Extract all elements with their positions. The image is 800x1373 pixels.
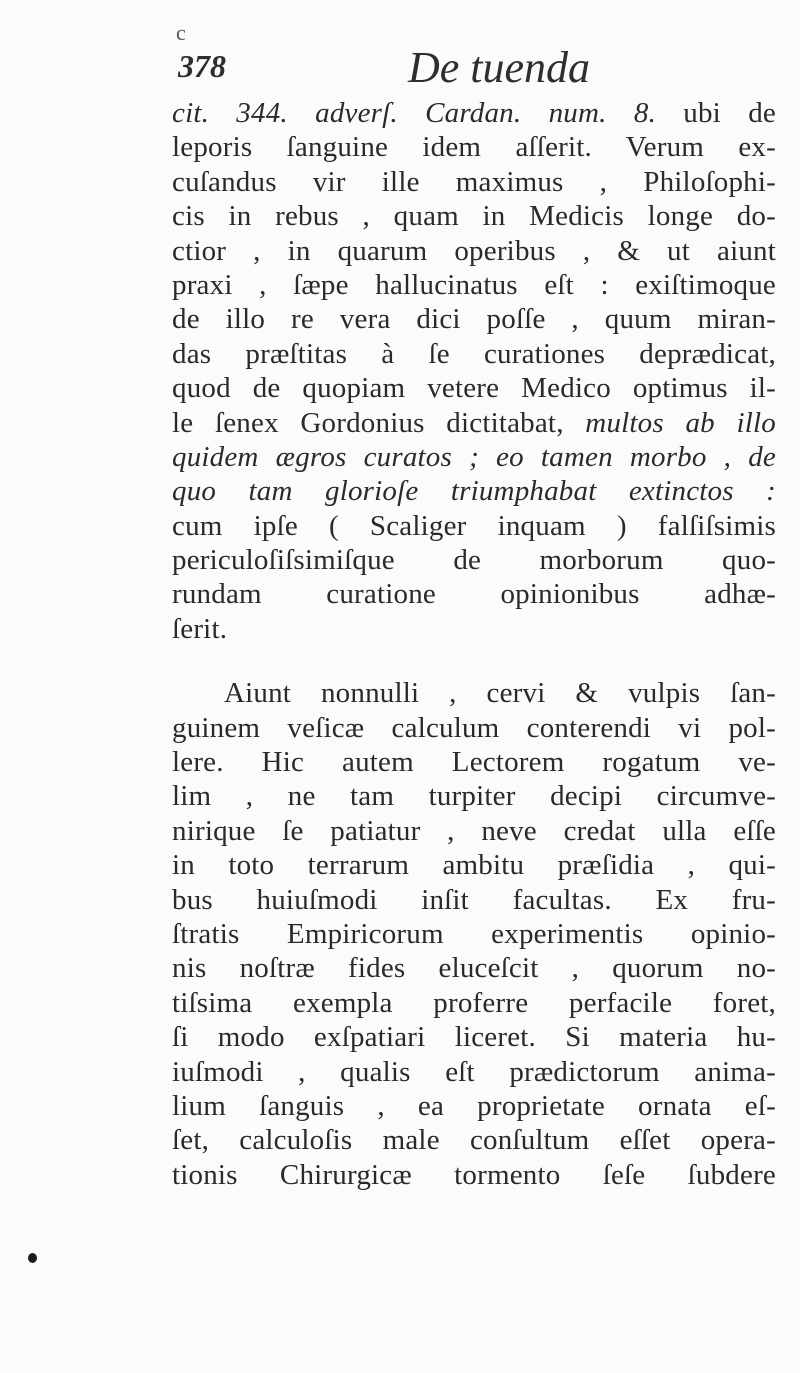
text-line: ſet, calculoſis male conſultum eſſet opera- [172, 1124, 776, 1157]
body-text [172, 96, 776, 1192]
text-line: lere. Hic autem Lectorem rogatum ve- [172, 746, 776, 779]
text-line: quo tam glorioſe triumphabat extinctos : [172, 475, 776, 508]
text-line: guinem veſicæ calculum conterendi vi pol- [172, 711, 776, 744]
text-line: cum ipſe ( Scaliger inquam ) falſiſsimis [172, 509, 776, 542]
ink-speck [28, 1253, 37, 1263]
text-line: cit. 344. adverſ. Cardan. num. 8. ubi de [172, 97, 776, 129]
text-line: nirique ſe patiatur , neve credat ulla eſſe [172, 814, 776, 847]
text-line: quidem ægros curatos ; eo tamen morbo , de [172, 440, 776, 473]
text-line: tiſsima exempla proferre perfacile foret, [172, 986, 776, 1019]
text-line: lium ſanguis , ea proprietate ornata eſ- [172, 1089, 776, 1122]
text-line: ſi modo exſpatiari liceret. Si materia hu- [172, 1021, 776, 1054]
text-line: in toto terrarum ambitu præſidia , qui- [172, 849, 776, 882]
text-line: cuſandus vir ille maximus , Philoſophi- [172, 165, 776, 198]
text-line: iuſmodi , qualis eſt prædictorum anima- [172, 1055, 776, 1088]
running-head: De tuenda [408, 43, 591, 92]
text-line: lim , ne tam turpiter decipi circumve- [172, 780, 776, 813]
text-line: ctior , in quarum operibus , & ut aiunt [172, 234, 776, 267]
text-line: quod de quopiam vetere Medico optimus il- [172, 372, 776, 405]
text-line: tionis Chirurgicæ tormento ſeſe ſubdere [172, 1158, 776, 1191]
text-line: bus huiuſmodi inſit facultas. Ex fru- [172, 883, 776, 916]
text-line: rundam curatione opinionibus adhæ- [172, 578, 776, 611]
text-line: praxi , ſæpe hallucinatus eſt : exiſtimoque [172, 268, 776, 301]
text-line: leporis ſanguine idem aſſerit. Verum ex- [172, 131, 776, 164]
corner-mark: c [176, 20, 186, 45]
page-number: 378 [178, 48, 226, 84]
text-line: ſerit. [172, 612, 228, 645]
paragraph-gap [172, 646, 776, 676]
text-line: Aiunt nonnulli , cervi & vulpis ſan- [224, 677, 776, 710]
text-line: ſtratis Empiricorum experimentis opinio- [172, 917, 776, 950]
text-line: nis noſtræ fides eluceſcit , quorum no- [172, 952, 776, 985]
text-line: periculoſiſsimiſque de morborum quo- [172, 544, 776, 577]
text-line: das præſtitas à ſe curationes deprædicat, [172, 337, 776, 370]
text-line: le ſenex Gordonius dictitabat, multos ab illo [172, 406, 776, 439]
text-line: cis in rebus , quam in Medicis longe do- [172, 200, 776, 233]
text-line: de illo re vera dici poſſe , quum miran- [172, 303, 776, 336]
